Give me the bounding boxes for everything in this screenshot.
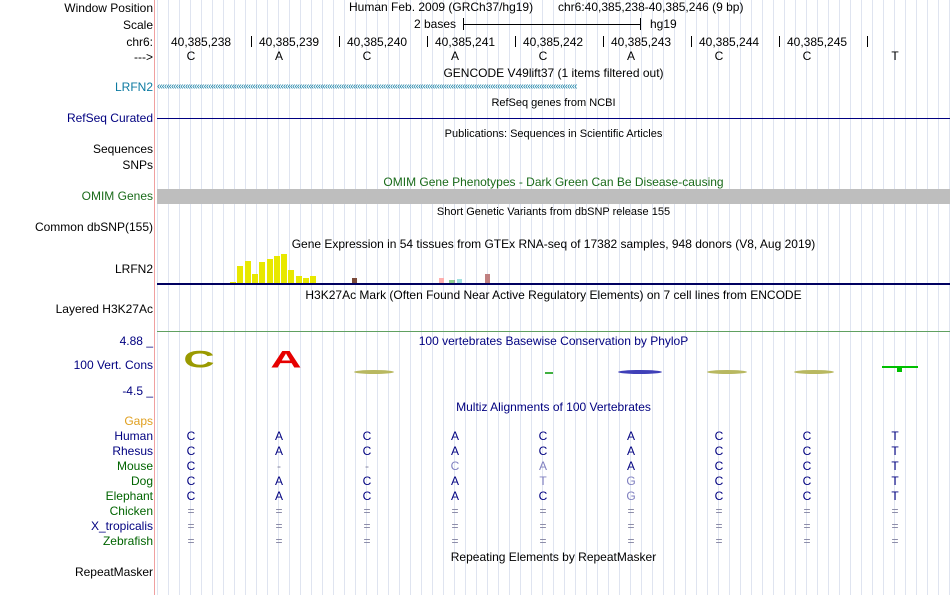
phylop-title[interactable]: 100 vertebrates Basewise Conservation by PhyloP — [418, 334, 689, 348]
coordinate-tick — [603, 36, 604, 47]
coordinate-tick — [867, 36, 868, 47]
phylop-mark-9b — [897, 366, 902, 372]
alignment-base: C — [362, 444, 372, 458]
alignment-base: A — [626, 459, 635, 473]
reference-base: A — [274, 49, 283, 63]
position-text[interactable]: chr6:40,385,238-40,385,246 (9 bp) — [558, 0, 744, 14]
gencode-title[interactable]: GENCODE V49lift37 (1 items filtered out) — [443, 66, 664, 80]
coordinate-tick-label: 40,385,244 — [699, 35, 760, 49]
alignment-base: C — [362, 429, 372, 443]
alignment-base: = — [539, 534, 547, 548]
gtex-bar[interactable] — [288, 270, 294, 284]
alignment-base: = — [451, 504, 459, 518]
alignment-base: A — [274, 474, 283, 488]
alignment-base: = — [627, 519, 635, 533]
label-separator — [154, 0, 155, 595]
alignment-base: C — [714, 459, 724, 473]
alignment-base: C — [802, 459, 812, 473]
alignment-base: = — [363, 519, 371, 533]
alignment-base: A — [450, 474, 459, 488]
dbsnp-title[interactable]: Short Genetic Variants from dbSNP release 155 — [436, 206, 671, 218]
alignment-base: - — [365, 459, 369, 473]
refseq-title[interactable]: RefSeq genes from NCBI — [491, 97, 616, 109]
coordinate-tick — [691, 36, 692, 47]
alignment-base: C — [186, 429, 196, 443]
alignment-base: T — [891, 459, 899, 473]
repeatmasker-label[interactable]: RepeatMasker — [74, 565, 153, 579]
alignment-base: = — [627, 534, 635, 548]
omim-title[interactable]: OMIM Gene Phenotypes - Dark Green Can Be Disease-causing — [383, 175, 724, 189]
alignment-base: A — [274, 444, 283, 458]
alignment-base: C — [362, 489, 372, 503]
gtex-bar[interactable] — [245, 261, 251, 284]
publications-title[interactable]: Publications: Sequences in Scientific Articles — [444, 128, 663, 140]
alignment-base: = — [891, 504, 899, 518]
omim-label[interactable]: OMIM Genes — [81, 189, 153, 203]
reference-base: C — [186, 49, 196, 63]
gencode-gene-feature[interactable]: ‹‹‹‹‹‹‹‹‹‹‹‹‹‹‹‹‹‹‹‹‹‹‹‹‹‹‹‹‹‹‹‹‹‹‹‹‹‹‹‹‹‹‹‹‹‹‹‹‹‹‹‹‹‹‹‹‹‹‹‹‹‹‹‹‹‹‹‹‹‹‹‹‹‹‹‹‹‹‹‹‹‹‹‹‹‹‹‹‹‹‹‹‹‹‹‹‹‹‹‹‹‹‹‹‹‹‹‹‹‹‹‹‹‹‹‹‹‹‹‹‹‹‹‹‹‹‹‹‹‹‹‹‹‹‹‹‹‹‹‹‹‹‹‹‹‹‹‹‹‹‹‹‹‹‹‹‹‹‹‹‹‹‹‹‹‹‹‹‹‹‹‹‹‹‹‹‹‹‹‹ — [157, 81, 577, 92]
coordinate-tick — [427, 36, 428, 47]
species-label-human[interactable]: Human — [114, 429, 153, 443]
coordinate-tick — [251, 36, 252, 47]
repeatmasker-title[interactable]: Repeating Elements by RepeatMasker — [450, 550, 657, 564]
gtex-bar[interactable] — [281, 254, 287, 284]
species-label-x_tropicalis[interactable]: X_tropicalis — [90, 519, 153, 533]
reference-base: C — [538, 49, 548, 63]
alignment-base: C — [802, 429, 812, 443]
snps-label[interactable]: SNPs — [122, 158, 153, 172]
coordinate-tick — [779, 36, 780, 47]
alignment-base: C — [538, 444, 548, 458]
alignment-base: C — [714, 429, 724, 443]
species-label-zebrafish[interactable]: Zebrafish — [102, 534, 153, 548]
reference-base: A — [450, 49, 459, 63]
gtex-bar[interactable] — [259, 262, 265, 284]
coordinate-tick-label: 40,385,240 — [347, 35, 408, 49]
reference-base: C — [362, 49, 372, 63]
gtex-bar[interactable] — [267, 259, 273, 284]
scale-label: Scale — [122, 18, 153, 32]
phylop-mark-3 — [354, 370, 394, 374]
alignment-base: = — [891, 534, 899, 548]
coordinate-tick-label: 40,385,242 — [523, 35, 584, 49]
alignment-base: = — [539, 504, 547, 518]
phylop-logo[interactable] — [157, 350, 950, 378]
alignment-base: = — [363, 534, 371, 548]
alignment-base: = — [803, 504, 811, 518]
alignment-base: T — [891, 489, 899, 503]
h3k27ac-title[interactable]: H3K27Ac Mark (Often Found Near Active Regulatory Elements) on 7 cell lines from ENCODE — [305, 288, 802, 302]
alignment-base: C — [802, 489, 812, 503]
reference-base: A — [626, 49, 635, 63]
chrom-label: chr6: — [126, 35, 153, 49]
reference-base: C — [802, 49, 812, 63]
gtex-baseline — [157, 283, 950, 285]
alignment-base: G — [626, 474, 636, 488]
alignment-base: = — [803, 534, 811, 548]
phylop-mark-6 — [618, 370, 662, 374]
dbsnp-label[interactable]: Common dbSNP(155) — [34, 220, 153, 234]
phylop-logo-a: A — [270, 350, 302, 373]
gencode-gene-label[interactable]: LRFN2 — [114, 80, 153, 94]
coordinate-tick — [515, 36, 516, 47]
alignment-base: = — [363, 504, 371, 518]
assembly-text: Human Feb. 2009 (GRCh37/hg19) — [349, 0, 534, 14]
coordinate-tick-label: 40,385,241 — [435, 35, 496, 49]
alignment-base: G — [626, 489, 636, 503]
strand-arrow: ---> — [134, 50, 153, 64]
coordinate-tick-label: 40,385,238 — [171, 35, 232, 49]
species-label-elephant[interactable]: Elephant — [105, 489, 153, 503]
alignment-base: C — [714, 489, 724, 503]
scale-bar — [463, 18, 641, 30]
refseq-feature-line[interactable] — [157, 118, 950, 119]
alignment-base: = — [451, 519, 459, 533]
alignment-base: A — [450, 429, 459, 443]
species-label-chicken[interactable]: Chicken — [109, 504, 153, 518]
species-label-dog[interactable]: Dog — [130, 474, 153, 488]
alignment-base: C — [186, 489, 196, 503]
alignment-base: = — [187, 504, 195, 518]
gtex-bar[interactable] — [237, 266, 243, 284]
phylop-mark-7 — [707, 370, 747, 374]
alignment-base: C — [362, 474, 372, 488]
alignment-base: C — [186, 474, 196, 488]
alignment-base: - — [277, 459, 281, 473]
coordinate-tick-label: 40,385,245 — [787, 35, 848, 49]
h3k27ac-label[interactable]: Layered H3K27Ac — [55, 302, 153, 316]
alignment-base: = — [715, 504, 723, 518]
alignment-base: = — [275, 519, 283, 533]
coordinate-tick — [339, 36, 340, 47]
coordinate-tick-label: 40,385,243 — [611, 35, 672, 49]
alignment-base: = — [715, 534, 723, 548]
alignment-base: = — [275, 504, 283, 518]
gtex-title[interactable]: Gene Expression in 54 tissues from GTEx RNA-seq of 17382 samples, 948 donors (V8, Aug 2019) — [291, 237, 816, 251]
reference-base: T — [891, 49, 899, 63]
alignment-base: C — [714, 444, 724, 458]
gtex-label[interactable]: LRFN2 — [114, 262, 153, 276]
alignment-base: = — [451, 534, 459, 548]
alignment-base: A — [626, 444, 635, 458]
phylop-min: -4.5 _ — [122, 384, 153, 398]
alignment-base: = — [187, 519, 195, 533]
gaps-label[interactable]: Gaps — [124, 414, 153, 428]
coordinate-tick-label: 40,385,239 — [259, 35, 320, 49]
omim-feature-bar[interactable] — [157, 189, 950, 204]
alignment-base: = — [627, 504, 635, 518]
alignment-base: A — [450, 489, 459, 503]
window-position-label: Window Position — [64, 1, 153, 15]
refseq-label[interactable]: RefSeq Curated — [66, 111, 153, 125]
scale-text: 2 bases — [414, 17, 457, 31]
gtex-expression-chart[interactable] — [157, 253, 950, 284]
alignment-base: = — [891, 519, 899, 533]
alignment-base: = — [275, 534, 283, 548]
alignment-base: A — [626, 429, 635, 443]
sequences-label[interactable]: Sequences — [92, 142, 153, 156]
alignment-base: T — [891, 474, 899, 488]
phylop-mark-8 — [794, 370, 834, 374]
alignment-base: A — [450, 444, 459, 458]
alignment-base: C — [186, 459, 196, 473]
phylop-mark-5 — [545, 372, 553, 374]
alignment-base: T — [891, 429, 899, 443]
alignment-base: C — [802, 444, 812, 458]
alignment-base: = — [539, 519, 547, 533]
alignment-base: A — [274, 429, 283, 443]
scale-db: hg19 — [650, 17, 677, 31]
alignment-base: C — [538, 429, 548, 443]
h3k27ac-baseline — [157, 331, 950, 332]
phylop-max: 4.88 _ — [119, 334, 153, 348]
multiz-title[interactable]: Multiz Alignments of 100 Vertebrates — [456, 400, 651, 414]
gtex-bar[interactable] — [274, 256, 280, 284]
phylop-logo-c: C — [183, 350, 215, 373]
alignment-base: C — [714, 474, 724, 488]
alignment-base: T — [891, 444, 899, 458]
reference-base: C — [714, 49, 724, 63]
species-label-rhesus[interactable]: Rhesus — [112, 444, 153, 458]
alignment-base: = — [803, 519, 811, 533]
species-label-mouse[interactable]: Mouse — [116, 459, 153, 473]
alignment-base: = — [187, 534, 195, 548]
alignment-base: C — [538, 489, 548, 503]
alignment-base: A — [274, 489, 283, 503]
alignment-base: C — [186, 444, 196, 458]
alignment-base: C — [802, 474, 812, 488]
alignment-base: = — [715, 519, 723, 533]
alignment-base: A — [538, 459, 547, 473]
alignment-base: T — [539, 474, 547, 488]
alignment-base: C — [450, 459, 460, 473]
phylop-label[interactable]: 100 Vert. Cons — [73, 358, 153, 372]
